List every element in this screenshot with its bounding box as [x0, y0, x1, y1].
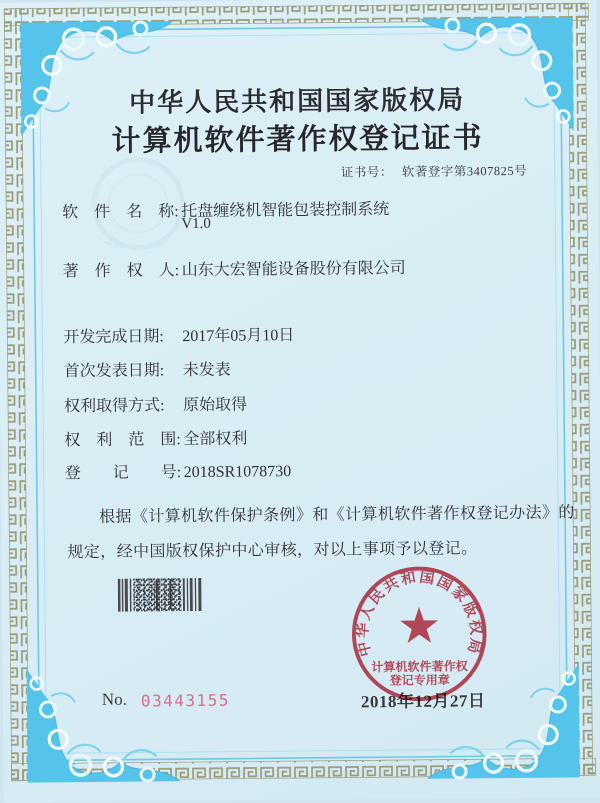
field-value: 山东大宏智能设备股份有限公司: [181, 259, 406, 280]
statement-line-2: 规定，经中国版权保护中心审核，对以上事项予以登记。: [67, 540, 478, 562]
field-label: 登 记 号:: [64, 464, 182, 483]
field-row-software-name: [62, 196, 389, 222]
field-label: 软 件 名 称:: [62, 203, 179, 222]
field-row-rights-scope: [64, 426, 247, 451]
seal-line-1: 计算机软件著作权: [371, 659, 468, 675]
seal-ring-text: 中华人民共和国国家版权局: [354, 569, 484, 658]
field-row-registration-number: [65, 458, 292, 483]
certificate-number-label: 证书号：: [340, 165, 393, 180]
field-value: 2017年05月10日: [182, 327, 295, 346]
field-row-copyright-owner: [63, 255, 406, 281]
field-value: 原始取得: [182, 396, 248, 415]
field-label: 著 作 权 人:: [62, 262, 180, 281]
barcode-image: [118, 578, 202, 612]
certificate-number-value: 软著登字第3407825号: [401, 163, 528, 180]
certificate-number-line: [341, 161, 527, 181]
field-value: 未发表: [182, 361, 231, 380]
field-row-completion-date: [63, 322, 294, 347]
official-seal: [348, 562, 491, 705]
field-value: 全部权利: [183, 430, 248, 449]
field-label: 权利取得方式:: [63, 397, 165, 416]
field-label: 开发完成日期:: [63, 328, 164, 347]
serial-label: No.: [101, 689, 127, 709]
field-label: 首次发表日期:: [63, 362, 165, 381]
issue-date: 2018年12月27日: [360, 691, 486, 712]
serial-number: 03443155: [140, 690, 231, 711]
field-row-first-publication: [64, 357, 231, 382]
software-version: V1.0: [181, 215, 211, 233]
statement-line-1: 根据《计算机软件保护条例》和《计算机软件著作权登记办法》的: [99, 504, 575, 526]
field-value: 托盘缠绕机智能包装控制系统: [181, 201, 390, 221]
field-row-acquisition-method: [64, 392, 247, 417]
certificate-title: 计算机软件著作权登记证书: [111, 122, 484, 158]
field-value: 2018SR1078730: [183, 463, 292, 482]
issuer-title: 中华人民共和国国家版权局: [128, 85, 466, 118]
seal-line-2: 登记专用章: [389, 672, 450, 688]
field-label: 权 利 范 围:: [64, 431, 181, 450]
red-star-icon: [400, 607, 438, 643]
